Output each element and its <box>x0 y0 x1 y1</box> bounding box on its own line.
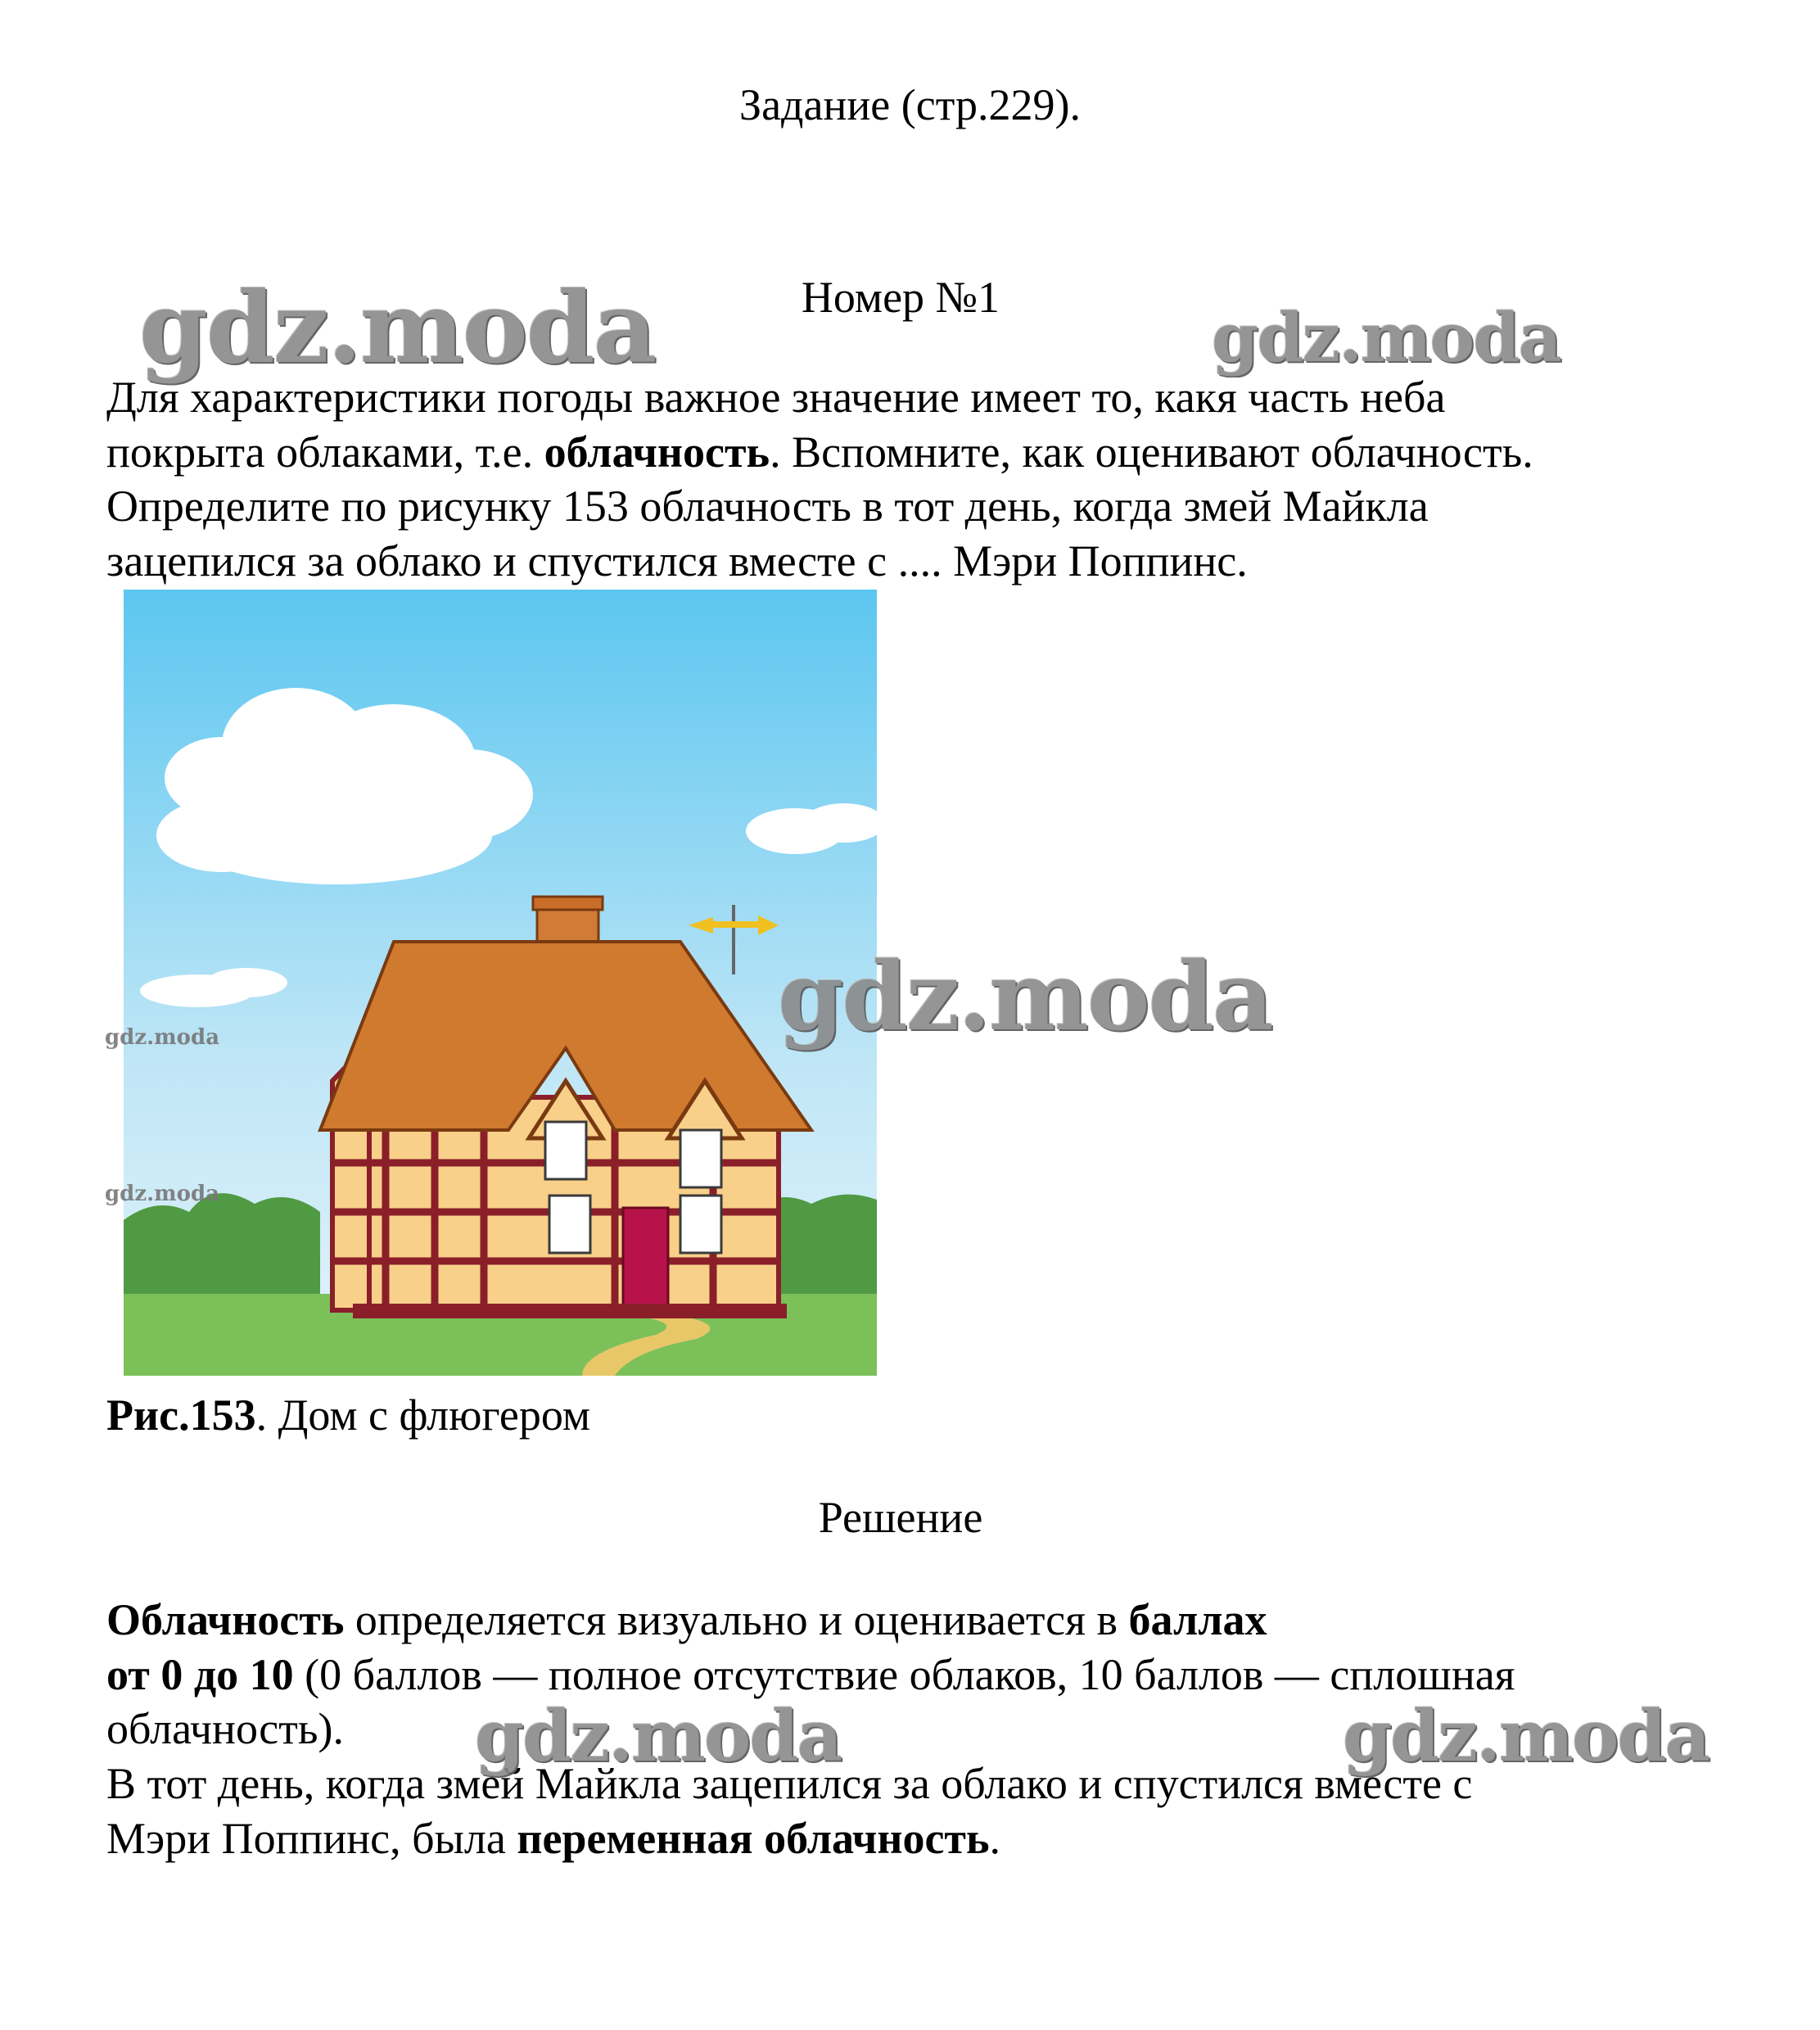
watermark: gdz.moda <box>1343 1695 1709 1778</box>
task-line-2: покрыта облаками, т.е. облачность. Вспомните, как оценивают облачность. <box>106 427 1533 477</box>
figure-label: Рис.153 <box>106 1390 256 1440</box>
solution-line-4: В тот день, когда змей Майкла зацепился за облако и спустился вместе с <box>106 1759 1473 1808</box>
solution-line-3: облачность). <box>106 1704 344 1753</box>
task-number: Номер №1 <box>801 273 1000 322</box>
task-line-3: Определите по рисунку 153 облачность в тот день, когда змей Майкла <box>106 482 1429 531</box>
solution-line-2: от 0 до 10 (0 баллов — полное отсутствие облаков, 10 баллов — сплошная <box>106 1650 1515 1699</box>
solution-heading: Решение <box>818 1493 983 1542</box>
watermark: gdz.moda <box>1212 299 1560 378</box>
watermark: gdz.moda <box>105 1025 220 1050</box>
figure-caption: Рис.153. Дом с флюгером <box>106 1390 591 1440</box>
watermark: gdz.moda <box>139 270 656 386</box>
solution-line-5: Мэри Поппинс, была переменная облачность. <box>106 1814 1001 1863</box>
house-illustration <box>124 590 877 1376</box>
task-line-4: зацепился за облако и спустился вместе с .... Мэри Поппинс. <box>106 536 1248 585</box>
watermark: gdz.moda <box>475 1695 842 1778</box>
watermark: gdz.moda <box>778 942 1272 1052</box>
task-line-1: Для характеристики погоды важное значение имеет то, какя часть неба <box>106 373 1446 422</box>
watermark: gdz.moda <box>105 1182 220 1206</box>
solution-line-1: Облачность определяется визуально и оценивается в баллах <box>106 1595 1267 1644</box>
page-title: Задание (стр.229). <box>739 80 1081 129</box>
term-oblachnost: облачность <box>544 427 770 477</box>
